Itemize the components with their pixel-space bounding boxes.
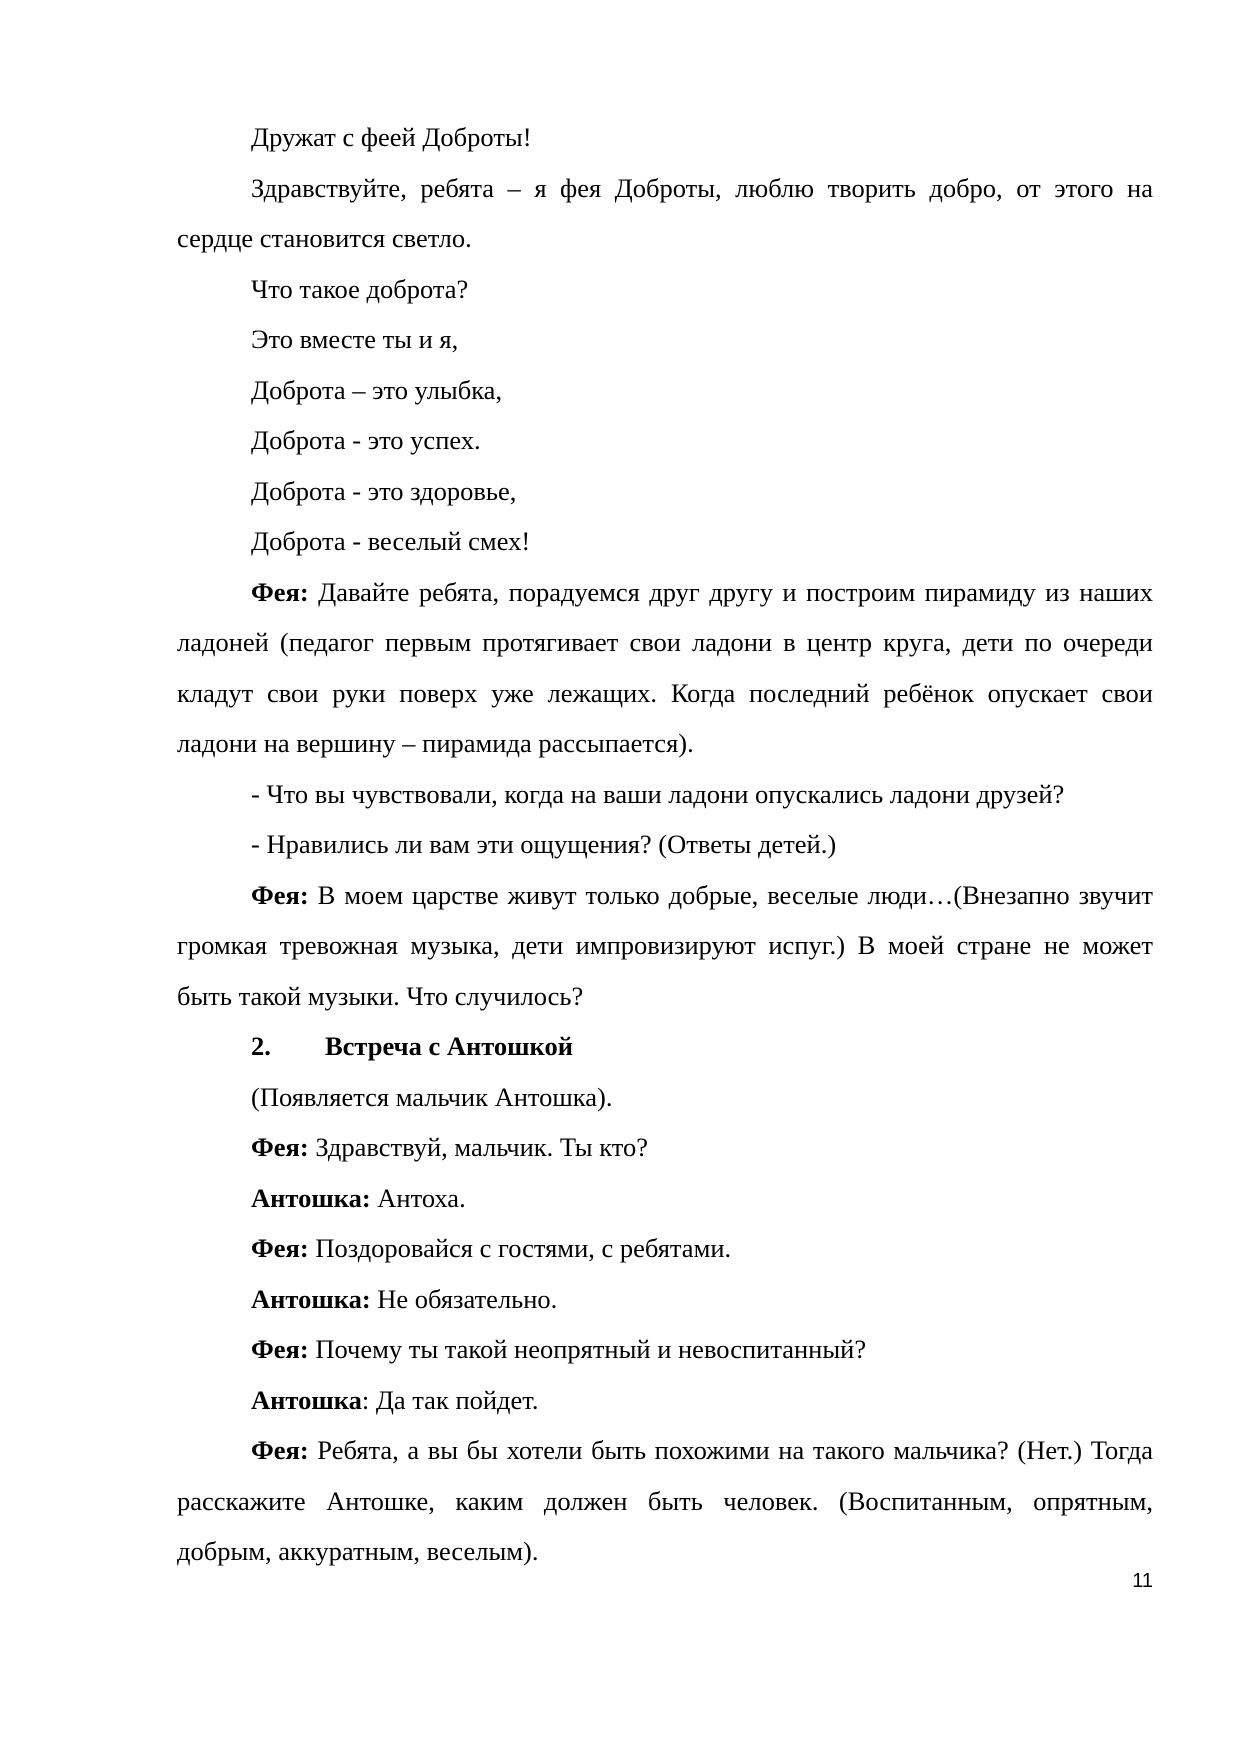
speech-text: Не обязательно. bbox=[370, 1283, 558, 1314]
speech-text: В моем царстве живут только добрые, веселые люди…(Внезапно звучит громкая тревожная музыка, дети импровизируют испуг.) В моей стране не может быть такой музыки. Что случилось? bbox=[177, 879, 1153, 1011]
section-heading bbox=[177, 1021, 1153, 1072]
speaker-label: Фея: bbox=[251, 879, 309, 910]
speech-antoshka-name bbox=[177, 1173, 1153, 1224]
speaker-label: Фея: bbox=[251, 1233, 309, 1263]
speech-fairy-kingdom bbox=[177, 870, 1153, 1022]
speech-fairy-greet bbox=[177, 1223, 1153, 1274]
page-content bbox=[177, 112, 1153, 1577]
speech-text: Поздоровайся с гостями, с ребятами. bbox=[308, 1233, 732, 1263]
speech-fairy-why bbox=[177, 1324, 1153, 1375]
speaker-label: Фея: bbox=[251, 1132, 309, 1162]
speaker-label: Фея: bbox=[251, 1435, 309, 1465]
poem-line-1: Что такое доброта? bbox=[251, 273, 469, 304]
poem-line-4: Доброта - это успех. bbox=[251, 425, 481, 455]
page-number: 11 bbox=[1132, 1570, 1153, 1592]
section-number: 2. bbox=[251, 1031, 271, 1061]
speech-fairy-question bbox=[177, 1425, 1153, 1577]
speaker-label: Антошка bbox=[251, 1384, 362, 1415]
speaker-label: Антошка: bbox=[251, 1182, 371, 1213]
speech-text: Ребята, а вы бы хотели быть похожими на такого мальчика? (Нет.) Тогда расскажите Антошке, каким должен быть человек. (Воспитанным, опрятным, добрым, аккуратным, веселым). bbox=[177, 1435, 1153, 1566]
poem-line-5: Доброта - это здоровье, bbox=[251, 475, 517, 506]
speech-text: Почему ты такой неопрятный и невоспитанный? bbox=[308, 1334, 867, 1364]
stage-direction: (Появляется мальчик Антошка). bbox=[251, 1081, 613, 1112]
section-title: Встреча с Антошкой bbox=[325, 1031, 573, 1061]
speech-text: Антоха. bbox=[370, 1182, 466, 1213]
question-2: - Нравились ли вам эти ощущения? (Ответы детей.) bbox=[251, 829, 837, 859]
poem-line-2: Это вместе ты и я, bbox=[251, 324, 459, 354]
poem-line-6: Доброта - веселый смех! bbox=[251, 526, 531, 556]
speech-antoshka-refuse bbox=[177, 1274, 1153, 1325]
paragraph-1: Дружат с феей Доброты! bbox=[251, 122, 532, 152]
speech-text: : Да так пойдет. bbox=[361, 1384, 539, 1415]
speech-antoshka-fine bbox=[177, 1375, 1153, 1426]
speech-text: Здравствуй, мальчик. Ты кто? bbox=[308, 1132, 648, 1162]
question-1: - Что вы чувствовали, когда на ваши ладони опускались ладони друзей? bbox=[251, 778, 1065, 809]
speaker-label: Антошка: bbox=[251, 1283, 371, 1314]
speaker-label: Фея: bbox=[251, 1334, 309, 1364]
paragraph-2: Здравствуйте, ребята – я фея Доброты, люблю творить добро, от этого на сердце становится светло. bbox=[177, 172, 1153, 253]
speaker-label: Фея: bbox=[251, 576, 309, 607]
speech-fairy-pyramid bbox=[177, 567, 1153, 769]
poem-line-3: Доброта – это улыбка, bbox=[251, 374, 503, 405]
speech-text: Давайте ребята, порадуемся друг другу и построим пирамиду из наших ладоней (педагог первым протягивает свои ладони в центр круга, дети по очереди кладут свои руки поверх уже лежащих. Когда последний ребёнок опускает свои ладони на вершину – пирамида рассыпается). bbox=[177, 576, 1153, 758]
speech-fairy-hello bbox=[177, 1122, 1153, 1173]
